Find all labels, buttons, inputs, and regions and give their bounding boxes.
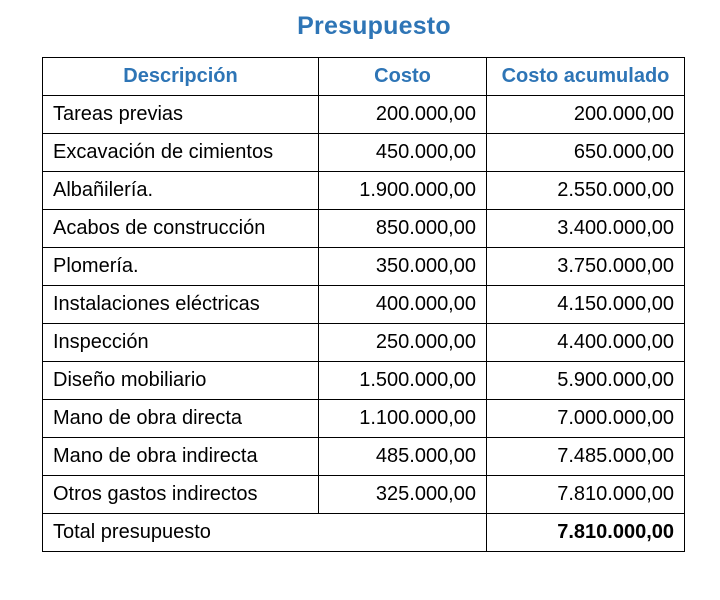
row-cost: 1.500.000,00 <box>319 362 487 400</box>
table-row <box>43 438 685 476</box>
row-cumulative-cost: 7.000.000,00 <box>487 400 685 438</box>
row-cost: 200.000,00 <box>319 96 487 134</box>
header-descripcion: Descripción <box>43 58 319 96</box>
table-row <box>43 134 685 172</box>
row-cost: 850.000,00 <box>319 210 487 248</box>
row-description: Acabos de construcción <box>43 210 319 248</box>
row-cumulative-cost: 5.900.000,00 <box>487 362 685 400</box>
row-description: Instalaciones eléctricas <box>43 286 319 324</box>
table-row <box>43 476 685 514</box>
row-cumulative-cost: 650.000,00 <box>487 134 685 172</box>
row-description: Tareas previas <box>43 96 319 134</box>
header-costo-acumulado: Costo acumulado <box>487 58 685 96</box>
table-row <box>43 362 685 400</box>
row-cost: 450.000,00 <box>319 134 487 172</box>
total-label: Total presupuesto <box>43 514 487 552</box>
row-cost: 1.900.000,00 <box>319 172 487 210</box>
table-row <box>43 96 685 134</box>
row-cumulative-cost: 2.550.000,00 <box>487 172 685 210</box>
row-description: Mano de obra indirecta <box>43 438 319 476</box>
page-title: Presupuesto <box>297 12 451 40</box>
row-description: Albañilería. <box>43 172 319 210</box>
row-description: Plomería. <box>43 248 319 286</box>
row-description: Inspección <box>43 324 319 362</box>
row-cost: 485.000,00 <box>319 438 487 476</box>
total-value: 7.810.000,00 <box>487 514 685 552</box>
table-row <box>43 400 685 438</box>
header-costo: Costo <box>319 58 487 96</box>
row-description: Diseño mobiliario <box>43 362 319 400</box>
row-cost: 1.100.000,00 <box>319 400 487 438</box>
row-cumulative-cost: 4.150.000,00 <box>487 286 685 324</box>
table-row <box>43 248 685 286</box>
budget-table <box>42 57 685 552</box>
table-header-row <box>43 58 685 96</box>
row-cumulative-cost: 4.400.000,00 <box>487 324 685 362</box>
row-description: Otros gastos indirectos <box>43 476 319 514</box>
table-row <box>43 286 685 324</box>
row-cost: 350.000,00 <box>319 248 487 286</box>
row-cumulative-cost: 3.400.000,00 <box>487 210 685 248</box>
row-cumulative-cost: 7.485.000,00 <box>487 438 685 476</box>
row-cumulative-cost: 3.750.000,00 <box>487 248 685 286</box>
row-description: Mano de obra directa <box>43 400 319 438</box>
row-cost: 325.000,00 <box>319 476 487 514</box>
row-cost: 250.000,00 <box>319 324 487 362</box>
row-description: Excavación de cimientos <box>43 134 319 172</box>
table-row <box>43 324 685 362</box>
table-row <box>43 210 685 248</box>
total-row <box>43 514 685 552</box>
table-row <box>43 172 685 210</box>
row-cumulative-cost: 200.000,00 <box>487 96 685 134</box>
row-cost: 400.000,00 <box>319 286 487 324</box>
row-cumulative-cost: 7.810.000,00 <box>487 476 685 514</box>
